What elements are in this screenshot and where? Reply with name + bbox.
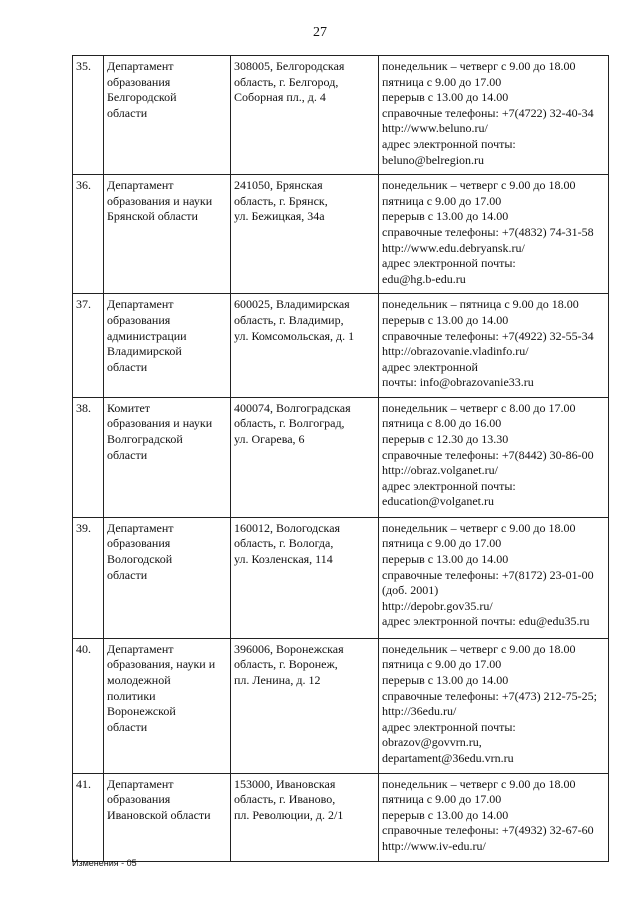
- contact-line: адрес электронной почты:: [382, 719, 516, 734]
- row-number: 39.: [73, 517, 104, 638]
- contact-line: перерыв с 13.00 до 14.00: [382, 807, 509, 822]
- name-line: Департамент: [107, 178, 174, 193]
- address-line: ул. Комсомольская, д. 1: [234, 328, 355, 343]
- contact-line: education@volganet.ru: [382, 494, 495, 509]
- row-number: 35.: [73, 56, 104, 175]
- contact-line: справочные телефоны: +7(8442) 30-86-00: [382, 447, 594, 462]
- name-line: образования: [107, 74, 171, 89]
- agency-address: [231, 773, 379, 861]
- name-line: области: [107, 359, 148, 374]
- address-line: 600025, Владимирская: [234, 297, 350, 312]
- address-line: ул. Огарева, 6: [234, 432, 305, 447]
- row-number: 40.: [73, 638, 104, 773]
- name-line: образования, науки и: [107, 657, 216, 672]
- address-line: ул. Козленская, 114: [234, 552, 333, 567]
- contact-line: пятница с 9.00 до 17.00: [382, 792, 502, 807]
- table-row: [73, 773, 609, 861]
- address-line: 396006, Воронежская: [234, 641, 344, 656]
- address-line: область, г. Иваново,: [234, 792, 336, 807]
- address-line: 241050, Брянская: [234, 178, 323, 193]
- agency-name: [104, 638, 231, 773]
- row-number: 38.: [73, 397, 104, 517]
- contact-line: http://www.iv-edu.ru/: [382, 839, 486, 853]
- contact-line: понедельник – четверг с 9.00 до 18.00: [382, 641, 576, 656]
- contact-line: перерыв с 13.00 до 14.00: [382, 90, 509, 105]
- contact-line: справочные телефоны: +7(4722) 32-40-34: [382, 105, 594, 120]
- contact-line: пятница с 9.00 до 17.00: [382, 74, 502, 89]
- address-line: 308005, Белгородская: [234, 59, 345, 73]
- row-number: 41.: [73, 773, 104, 861]
- agency-contacts: [379, 397, 609, 517]
- name-line: администрации: [107, 328, 187, 343]
- address-line: 400074, Волгоградская: [234, 400, 351, 415]
- name-line: Департамент: [107, 297, 174, 312]
- contact-line: http://www.beluno.ru/: [382, 121, 488, 136]
- name-line: области: [107, 567, 148, 582]
- contact-line: справочные телефоны: +7(8172) 23-01-00: [382, 567, 594, 582]
- contact-line: адрес электронной почты:: [382, 256, 516, 271]
- contact-line: edu@hg.b-edu.ru: [382, 271, 466, 286]
- agency-name: [104, 175, 231, 294]
- table-row: [73, 397, 609, 517]
- table-row: [73, 517, 609, 638]
- address-line: область, г. Владимир,: [234, 312, 344, 327]
- contact-line: http://depobr.gov35.ru/: [382, 598, 493, 613]
- contact-line: пятница с 8.00 до 16.00: [382, 416, 502, 431]
- agency-address: [231, 56, 379, 175]
- name-line: области: [107, 447, 148, 462]
- address-line: область, г. Брянск,: [234, 193, 328, 208]
- contact-line: понедельник – четверг с 9.00 до 18.00: [382, 776, 576, 791]
- agency-contacts: [379, 638, 609, 773]
- name-line: образования и науки: [107, 193, 213, 208]
- table-row: [73, 294, 609, 398]
- name-line: Департамент: [107, 641, 174, 656]
- contact-line: пятница с 9.00 до 17.00: [382, 193, 502, 208]
- name-line: образования: [107, 312, 171, 327]
- name-line: образования: [107, 536, 171, 551]
- address-line: область, г. Вологда,: [234, 536, 334, 551]
- address-line: Соборная пл., д. 4: [234, 90, 326, 105]
- agency-address: [231, 294, 379, 398]
- contact-line: адрес электронной почты: edu@edu35.ru: [382, 614, 590, 629]
- table-row: [73, 56, 609, 175]
- contact-line: http://www.edu.debryansk.ru/: [382, 240, 525, 255]
- contact-line: справочные телефоны: +7(4922) 32-55-34: [382, 328, 594, 343]
- address-line: область, г. Волгоград,: [234, 416, 345, 431]
- address-line: пл. Революции, д. 2/1: [234, 807, 344, 822]
- contact-line: справочные телефоны: +7(4832) 74-31-58: [382, 224, 594, 239]
- footer-revision: Изменения - 05: [72, 858, 137, 868]
- row-number: 36.: [73, 175, 104, 294]
- name-line: Белгородской: [107, 90, 177, 105]
- agency-contacts: [379, 517, 609, 638]
- name-line: Волгоградской: [107, 432, 183, 447]
- contact-line: перерыв с 12.30 до 13.30: [382, 432, 509, 447]
- agency-contacts: [379, 294, 609, 398]
- contact-line: перерыв с 13.00 до 14.00: [382, 209, 509, 224]
- agency-contacts: [379, 56, 609, 175]
- address-line: 153000, Ивановская: [234, 776, 336, 791]
- page-number: 27: [313, 25, 327, 40]
- name-line: Департамент: [107, 59, 174, 73]
- contact-line: адрес электронной почты:: [382, 136, 516, 151]
- agency-address: [231, 517, 379, 638]
- contact-line: почты: info@obrazovanie33.ru: [382, 375, 534, 390]
- contact-line: пятница с 9.00 до 17.00: [382, 657, 502, 672]
- name-line: области: [107, 105, 148, 120]
- contact-line: beluno@belregion.ru: [382, 152, 485, 167]
- table-body: [73, 56, 609, 862]
- agency-address: [231, 397, 379, 517]
- name-line: образования: [107, 792, 171, 807]
- contact-line: http://obraz.volganet.ru/: [382, 463, 498, 478]
- name-line: политики: [107, 688, 156, 703]
- contact-line: понедельник – четверг с 9.00 до 18.00: [382, 178, 576, 193]
- contact-line: перерыв с 13.00 до 14.00: [382, 673, 509, 688]
- contact-line: адрес электронной почты:: [382, 478, 516, 493]
- address-line: 160012, Вологодская: [234, 520, 341, 535]
- agency-name: [104, 773, 231, 861]
- contact-line: понедельник – пятница с 9.00 до 18.00: [382, 297, 579, 312]
- contact-line: http://obrazovanie.vladinfo.ru/: [382, 344, 529, 359]
- agency-name: [104, 294, 231, 398]
- name-line: Ивановской области: [107, 807, 211, 822]
- agency-contacts: [379, 175, 609, 294]
- name-line: Воронежской: [107, 704, 176, 719]
- agency-address: [231, 175, 379, 294]
- agency-contacts: [379, 773, 609, 861]
- contact-line: obrazov@govvrn.ru,: [382, 735, 482, 750]
- table-row: [73, 175, 609, 294]
- contact-line: перерыв с 13.00 до 14.00: [382, 312, 509, 327]
- address-line: ул. Бежицкая, 34а: [234, 209, 325, 224]
- contact-line: понедельник – четверг с 8.00 до 17.00: [382, 400, 576, 415]
- contact-line: http://36edu.ru/: [382, 704, 457, 719]
- name-line: Департамент: [107, 520, 174, 535]
- agency-name: [104, 397, 231, 517]
- name-line: области: [107, 719, 148, 734]
- address-line: область, г. Воронеж,: [234, 657, 338, 672]
- contact-line: departament@36edu.vrn.ru: [382, 751, 514, 766]
- name-line: Вологодской: [107, 552, 173, 567]
- contact-line: справочные телефоны: +7(473) 212-75-25;: [382, 688, 597, 703]
- agencies-table: [72, 55, 609, 862]
- contact-line: пятница с 9.00 до 17.00: [382, 536, 502, 551]
- table-row: [73, 638, 609, 773]
- name-line: Департамент: [107, 776, 174, 791]
- contact-line: (доб. 2001): [382, 583, 439, 598]
- name-line: Владимирской: [107, 344, 182, 359]
- name-line: образования и науки: [107, 416, 213, 431]
- contact-line: адрес электронной: [382, 359, 478, 374]
- name-line: Брянской области: [107, 209, 198, 224]
- row-number: 37.: [73, 294, 104, 398]
- agency-name: [104, 517, 231, 638]
- address-line: пл. Ленина, д. 12: [234, 673, 321, 688]
- name-line: молодежной: [107, 673, 171, 688]
- contact-line: перерыв с 13.00 до 14.00: [382, 552, 509, 567]
- agency-address: [231, 638, 379, 773]
- contact-line: справочные телефоны: +7(4932) 32-67-60: [382, 823, 594, 838]
- agency-name: [104, 56, 231, 175]
- name-line: Комитет: [107, 400, 151, 415]
- contact-line: понедельник – четверг с 9.00 до 18.00: [382, 520, 576, 535]
- address-line: область, г. Белгород,: [234, 74, 339, 89]
- contact-line: понедельник – четверг с 9.00 до 18.00: [382, 59, 576, 73]
